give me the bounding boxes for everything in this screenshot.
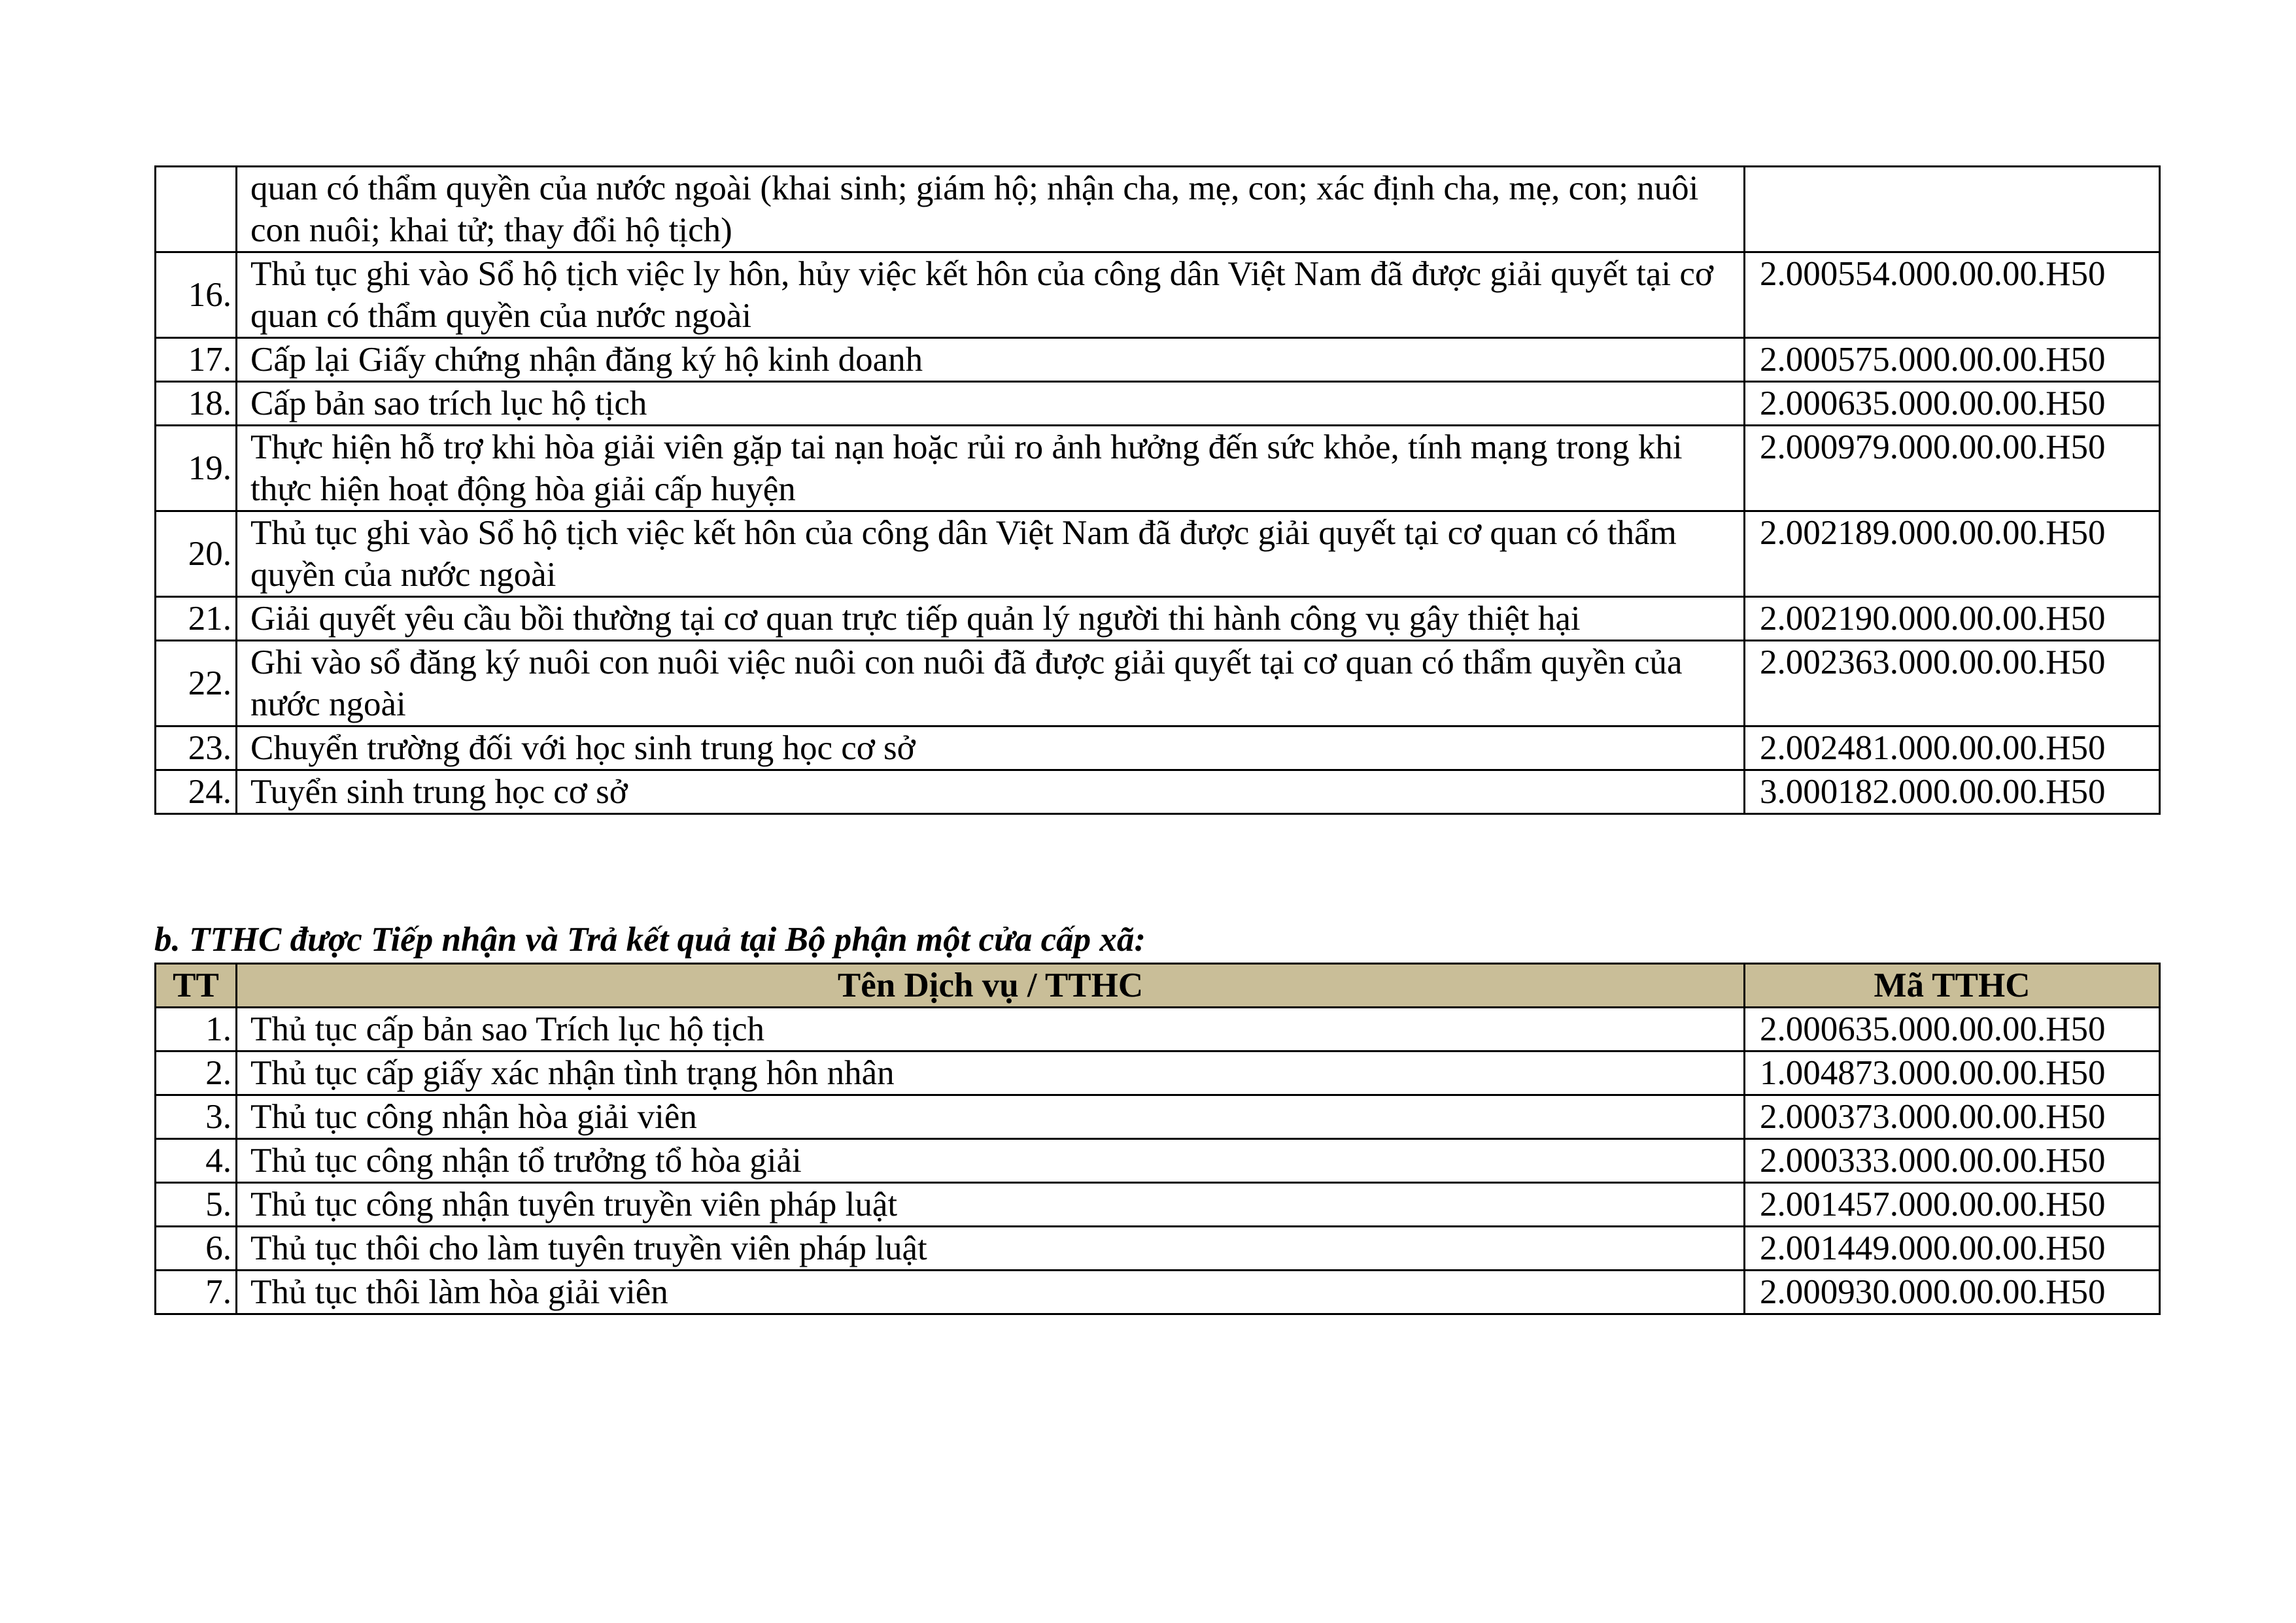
table-row xyxy=(156,1051,2160,1095)
procedure-name: Cấp lại Giấy chứng nhận đăng ký hộ kinh doanh xyxy=(237,338,1745,382)
section-heading: b. TTHC được Tiếp nhận và Trả kết quả tại Bộ phận một cửa cấp xã: xyxy=(154,921,1146,959)
procedure-code: 2.001457.000.00.00.H50 xyxy=(1745,1183,2160,1227)
table-row xyxy=(156,426,2160,511)
table-row xyxy=(156,1008,2160,1051)
table-row xyxy=(156,726,2160,770)
procedure-name: Cấp bản sao trích lục hộ tịch xyxy=(237,382,1745,426)
procedure-code: 2.000635.000.00.00.H50 xyxy=(1745,382,2160,426)
procedure-code: 2.002189.000.00.00.H50 xyxy=(1745,511,2160,597)
table-row xyxy=(156,597,2160,641)
procedure-code: 2.000554.000.00.00.H50 xyxy=(1745,252,2160,338)
procedure-name: Tuyển sinh trung học cơ sở xyxy=(237,770,1745,814)
procedure-name: Thủ tục cấp bản sao Trích lục hộ tịch xyxy=(237,1008,1745,1051)
procedure-name: Thủ tục công nhận tuyên truyền viên pháp luật xyxy=(237,1183,1745,1227)
procedure-name: Chuyển trường đối với học sinh trung học cơ sở xyxy=(237,726,1745,770)
column-header-code: Mã TTHC xyxy=(1745,964,2160,1008)
procedures-table-continued xyxy=(154,165,2161,815)
row-number: 16. xyxy=(156,252,237,338)
table-row xyxy=(156,338,2160,382)
procedure-name: Thủ tục cấp giấy xác nhận tình trạng hôn nhân xyxy=(237,1051,1745,1095)
procedure-name: Thủ tục công nhận hòa giải viên xyxy=(237,1095,1745,1139)
table-header-row xyxy=(156,964,2160,1008)
column-header-name: Tên Dịch vụ / TTHC xyxy=(237,964,1745,1008)
row-number: 20. xyxy=(156,511,237,597)
table-row xyxy=(156,1227,2160,1271)
procedure-name: Giải quyết yêu cầu bồi thường tại cơ quan trực tiếp quản lý người thi hành công vụ gây thiệt hại xyxy=(237,597,1745,641)
row-number: 19. xyxy=(156,426,237,511)
table-row xyxy=(156,641,2160,726)
row-number: 22. xyxy=(156,641,237,726)
procedure-code: 3.000182.000.00.00.H50 xyxy=(1745,770,2160,814)
procedure-name: Ghi vào sổ đăng ký nuôi con nuôi việc nuôi con nuôi đã được giải quyết tại cơ quan có thẩm quyền của nước ngoài xyxy=(237,641,1745,726)
row-number: 1. xyxy=(156,1008,237,1051)
procedure-name: Thủ tục công nhận tổ trưởng tổ hòa giải xyxy=(237,1139,1745,1183)
procedure-code: 2.000635.000.00.00.H50 xyxy=(1745,1008,2160,1051)
column-header-tt: TT xyxy=(156,964,237,1008)
procedure-code: 2.000575.000.00.00.H50 xyxy=(1745,338,2160,382)
procedure-name: Thực hiện hỗ trợ khi hòa giải viên gặp tai nạn hoặc rủi ro ảnh hưởng đến sức khỏe, tính mạng trong khi thực hiện hoạt động hòa giải cấp huyện xyxy=(237,426,1745,511)
procedure-code: 2.000373.000.00.00.H50 xyxy=(1745,1095,2160,1139)
procedure-name: quan có thẩm quyền của nước ngoài (khai sinh; giám hộ; nhận cha, mẹ, con; xác định cha, mẹ, con; nuôi con nuôi; khai tử; thay đổi hộ tịch) xyxy=(237,167,1745,252)
table-row xyxy=(156,167,2160,252)
row-number: 4. xyxy=(156,1139,237,1183)
row-number: 6. xyxy=(156,1227,237,1271)
procedure-code xyxy=(1745,167,2160,252)
table-row xyxy=(156,1271,2160,1314)
row-number: 23. xyxy=(156,726,237,770)
procedure-code: 2.000333.000.00.00.H50 xyxy=(1745,1139,2160,1183)
procedure-code: 2.001449.000.00.00.H50 xyxy=(1745,1227,2160,1271)
procedure-code: 2.002190.000.00.00.H50 xyxy=(1745,597,2160,641)
row-number: 18. xyxy=(156,382,237,426)
row-number: 5. xyxy=(156,1183,237,1227)
procedure-code: 2.000979.000.00.00.H50 xyxy=(1745,426,2160,511)
row-number: 24. xyxy=(156,770,237,814)
row-number: 2. xyxy=(156,1051,237,1095)
procedure-name: Thủ tục thôi cho làm tuyên truyền viên pháp luật xyxy=(237,1227,1745,1271)
procedure-code: 1.004873.000.00.00.H50 xyxy=(1745,1051,2160,1095)
table-row xyxy=(156,252,2160,338)
table-row xyxy=(156,382,2160,426)
table-row xyxy=(156,1183,2160,1227)
row-number: 7. xyxy=(156,1271,237,1314)
table-row xyxy=(156,1139,2160,1183)
row-number: 21. xyxy=(156,597,237,641)
row-number xyxy=(156,167,237,252)
procedure-name: Thủ tục ghi vào Sổ hộ tịch việc kết hôn của công dân Việt Nam đã được giải quyết tại cơ quan có thẩm quyền của nước ngoài xyxy=(237,511,1745,597)
procedure-name: Thủ tục ghi vào Sổ hộ tịch việc ly hôn, hủy việc kết hôn của công dân Việt Nam đã được giải quyết tại cơ quan có thẩm quyền của nước ngoài xyxy=(237,252,1745,338)
procedure-code: 2.000930.000.00.00.H50 xyxy=(1745,1271,2160,1314)
table-row xyxy=(156,1095,2160,1139)
table-row xyxy=(156,770,2160,814)
table-row xyxy=(156,511,2160,597)
row-number: 3. xyxy=(156,1095,237,1139)
procedure-code: 2.002363.000.00.00.H50 xyxy=(1745,641,2160,726)
procedure-name: Thủ tục thôi làm hòa giải viên xyxy=(237,1271,1745,1314)
procedure-code: 2.002481.000.00.00.H50 xyxy=(1745,726,2160,770)
row-number: 17. xyxy=(156,338,237,382)
commune-procedures-table xyxy=(154,963,2161,1315)
